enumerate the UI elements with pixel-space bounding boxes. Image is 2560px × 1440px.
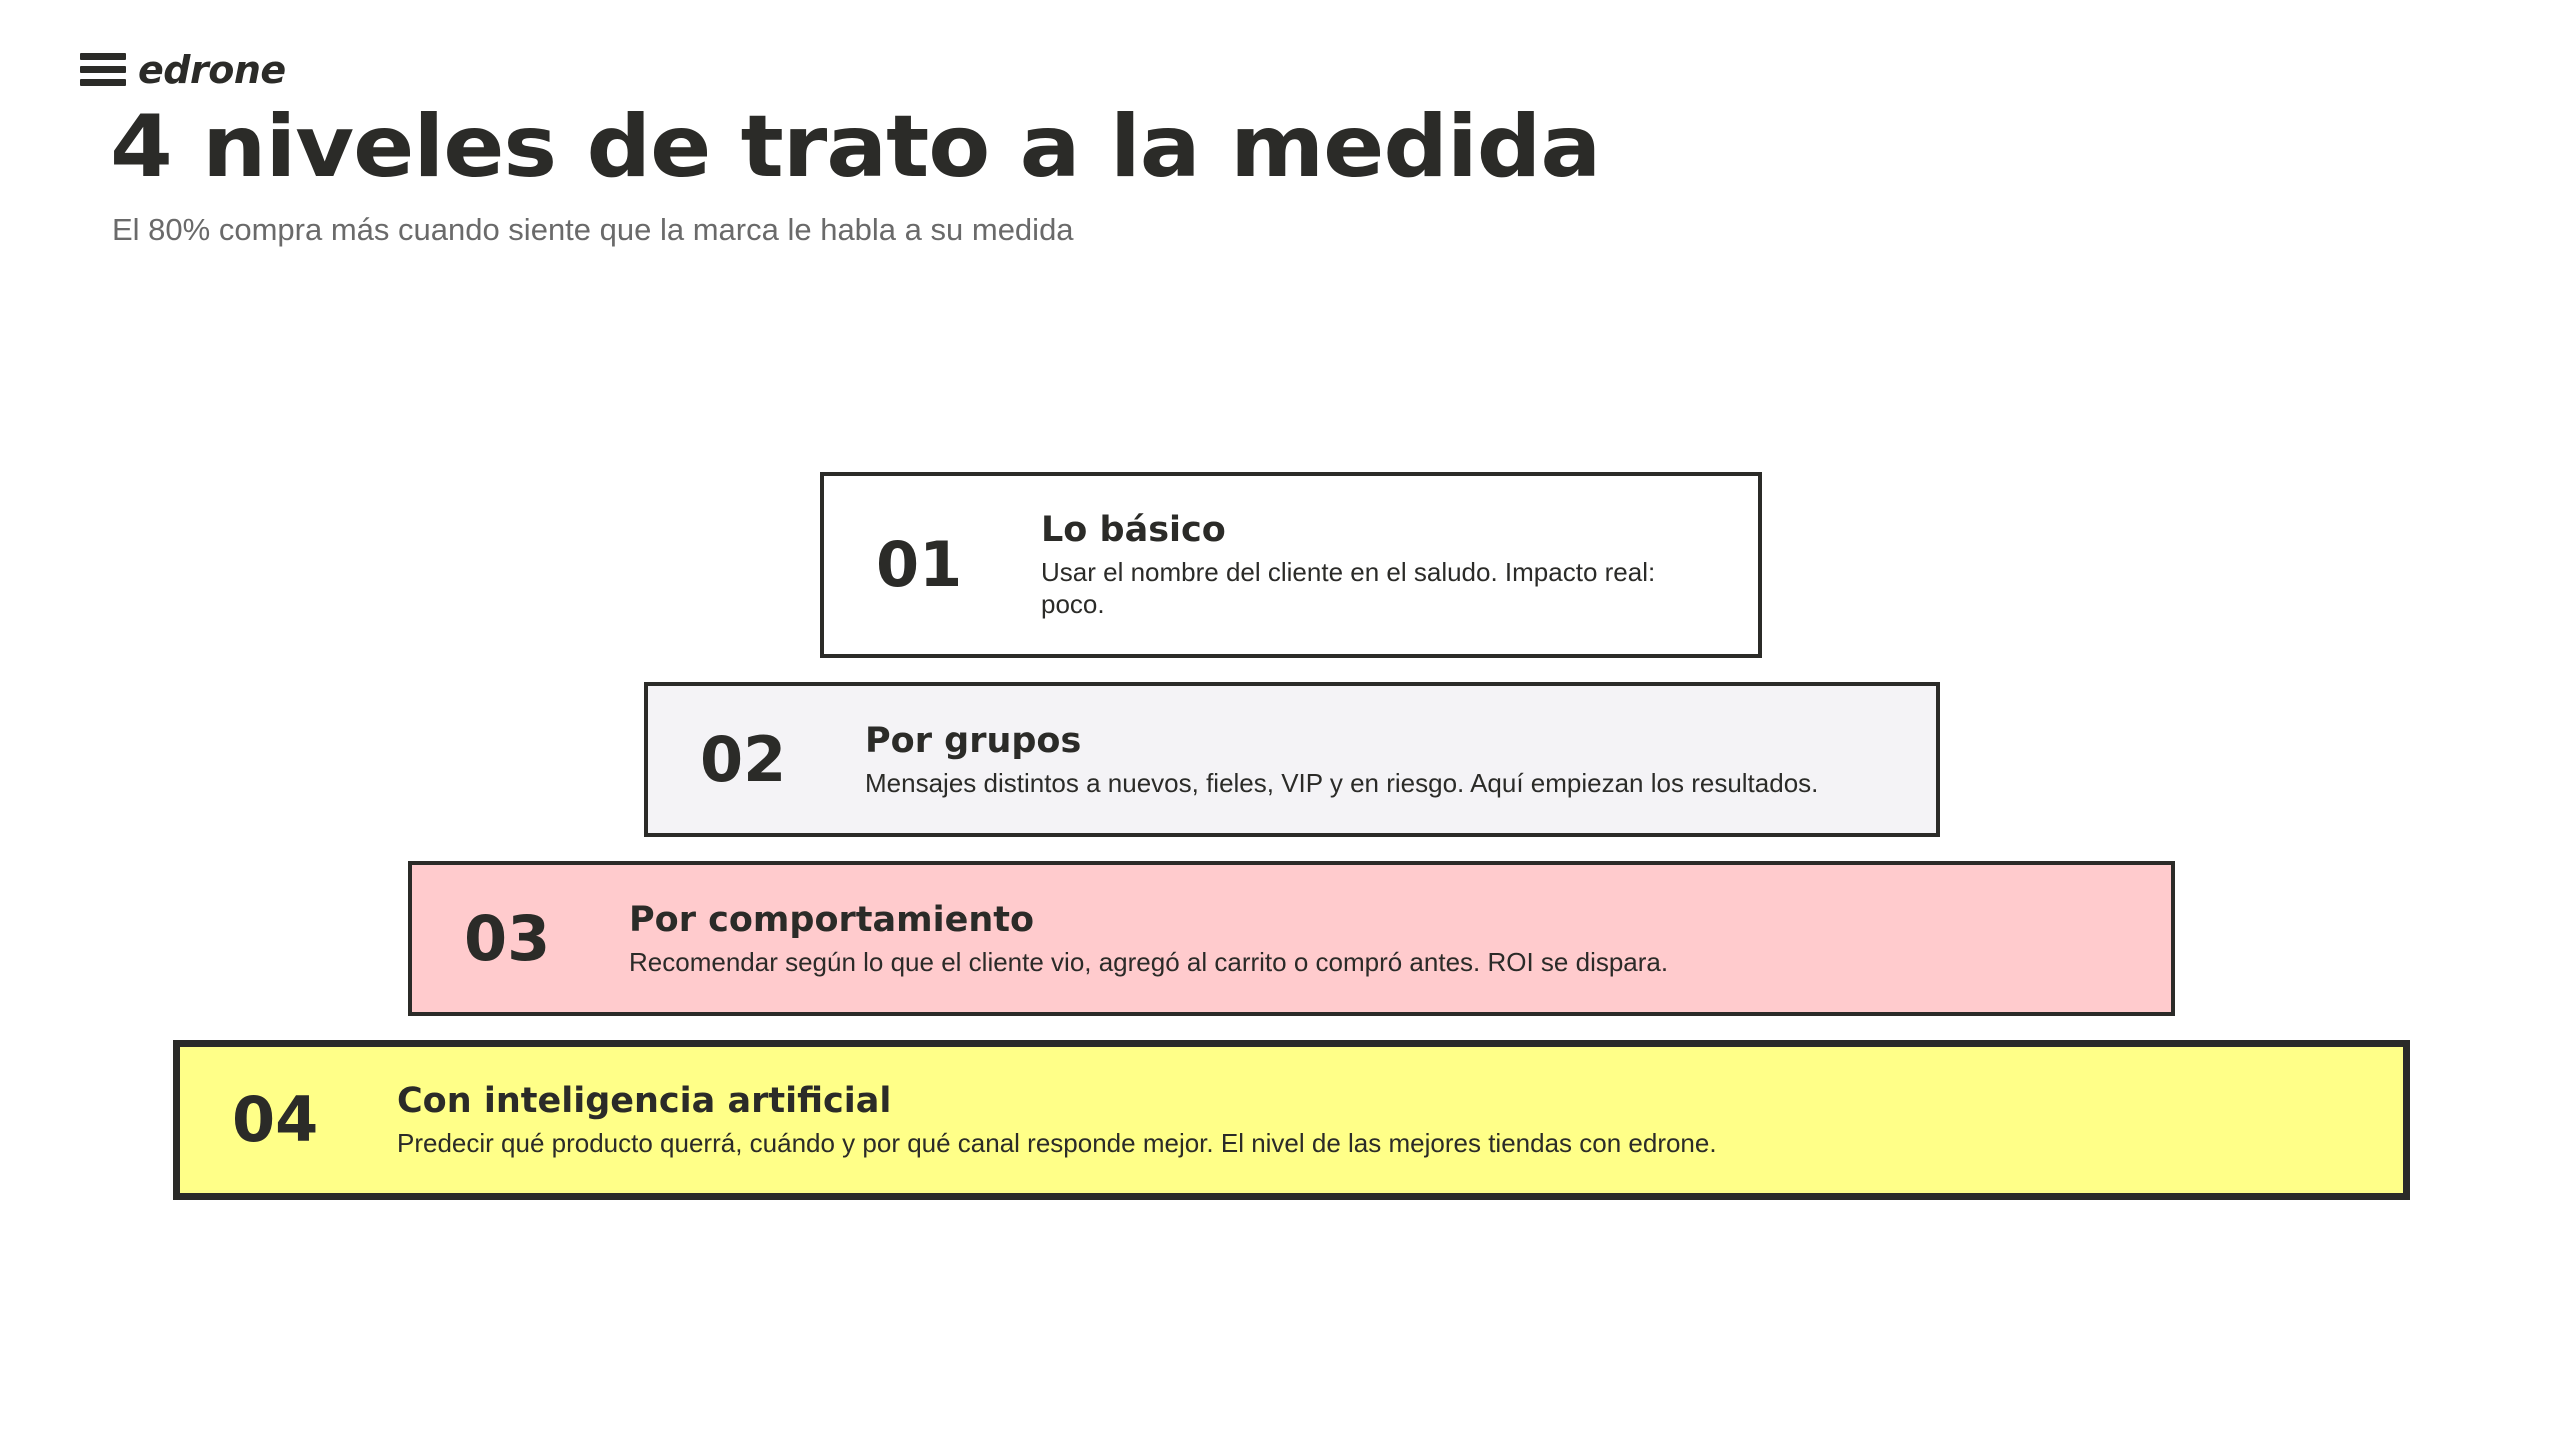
level-number: 04 [232, 1083, 319, 1156]
level-title: Por grupos [865, 720, 1082, 761]
page-subtitle: El 80% compra más cuando siente que la marca le habla a su medida [112, 212, 1074, 247]
level-number: 03 [464, 901, 551, 975]
level-body [865, 720, 1858, 800]
brand-name: edrone [138, 48, 286, 92]
level-body [397, 1080, 1757, 1160]
level-title: Por comportamiento [629, 899, 1035, 940]
level-body [629, 899, 1708, 979]
level-card-ai [173, 1040, 2410, 1200]
level-card-behavior [408, 861, 2175, 1016]
level-title: Lo básico [1041, 510, 1226, 551]
level-card-basic [820, 472, 1762, 658]
level-card-groups [644, 682, 1940, 837]
level-number: 02 [700, 722, 787, 796]
level-body [1041, 509, 1721, 620]
page-title: 4 niveles de trato a la medida [110, 97, 1601, 197]
level-title: Con inteligencia artificial [397, 1081, 892, 1122]
level-description: Recomendar según lo que el cliente vio, agregó al carrito o compró antes. ROI se dispara. [629, 946, 1669, 977]
menu-lines-icon [80, 50, 126, 90]
brand-logo [80, 48, 286, 92]
level-number: 01 [876, 528, 963, 601]
level-description: Mensajes distintos a nuevos, fieles, VIP y en riesgo. Aquí empiezan los resultados. [865, 767, 1819, 798]
level-description: Usar el nombre del cliente en el saludo. Impacto real: poco. [1041, 557, 1656, 619]
level-description: Predecir qué producto querrá, cuándo y por qué canal responde mejor. El nivel de las mejores tiendas con edrone. [397, 1128, 1717, 1159]
